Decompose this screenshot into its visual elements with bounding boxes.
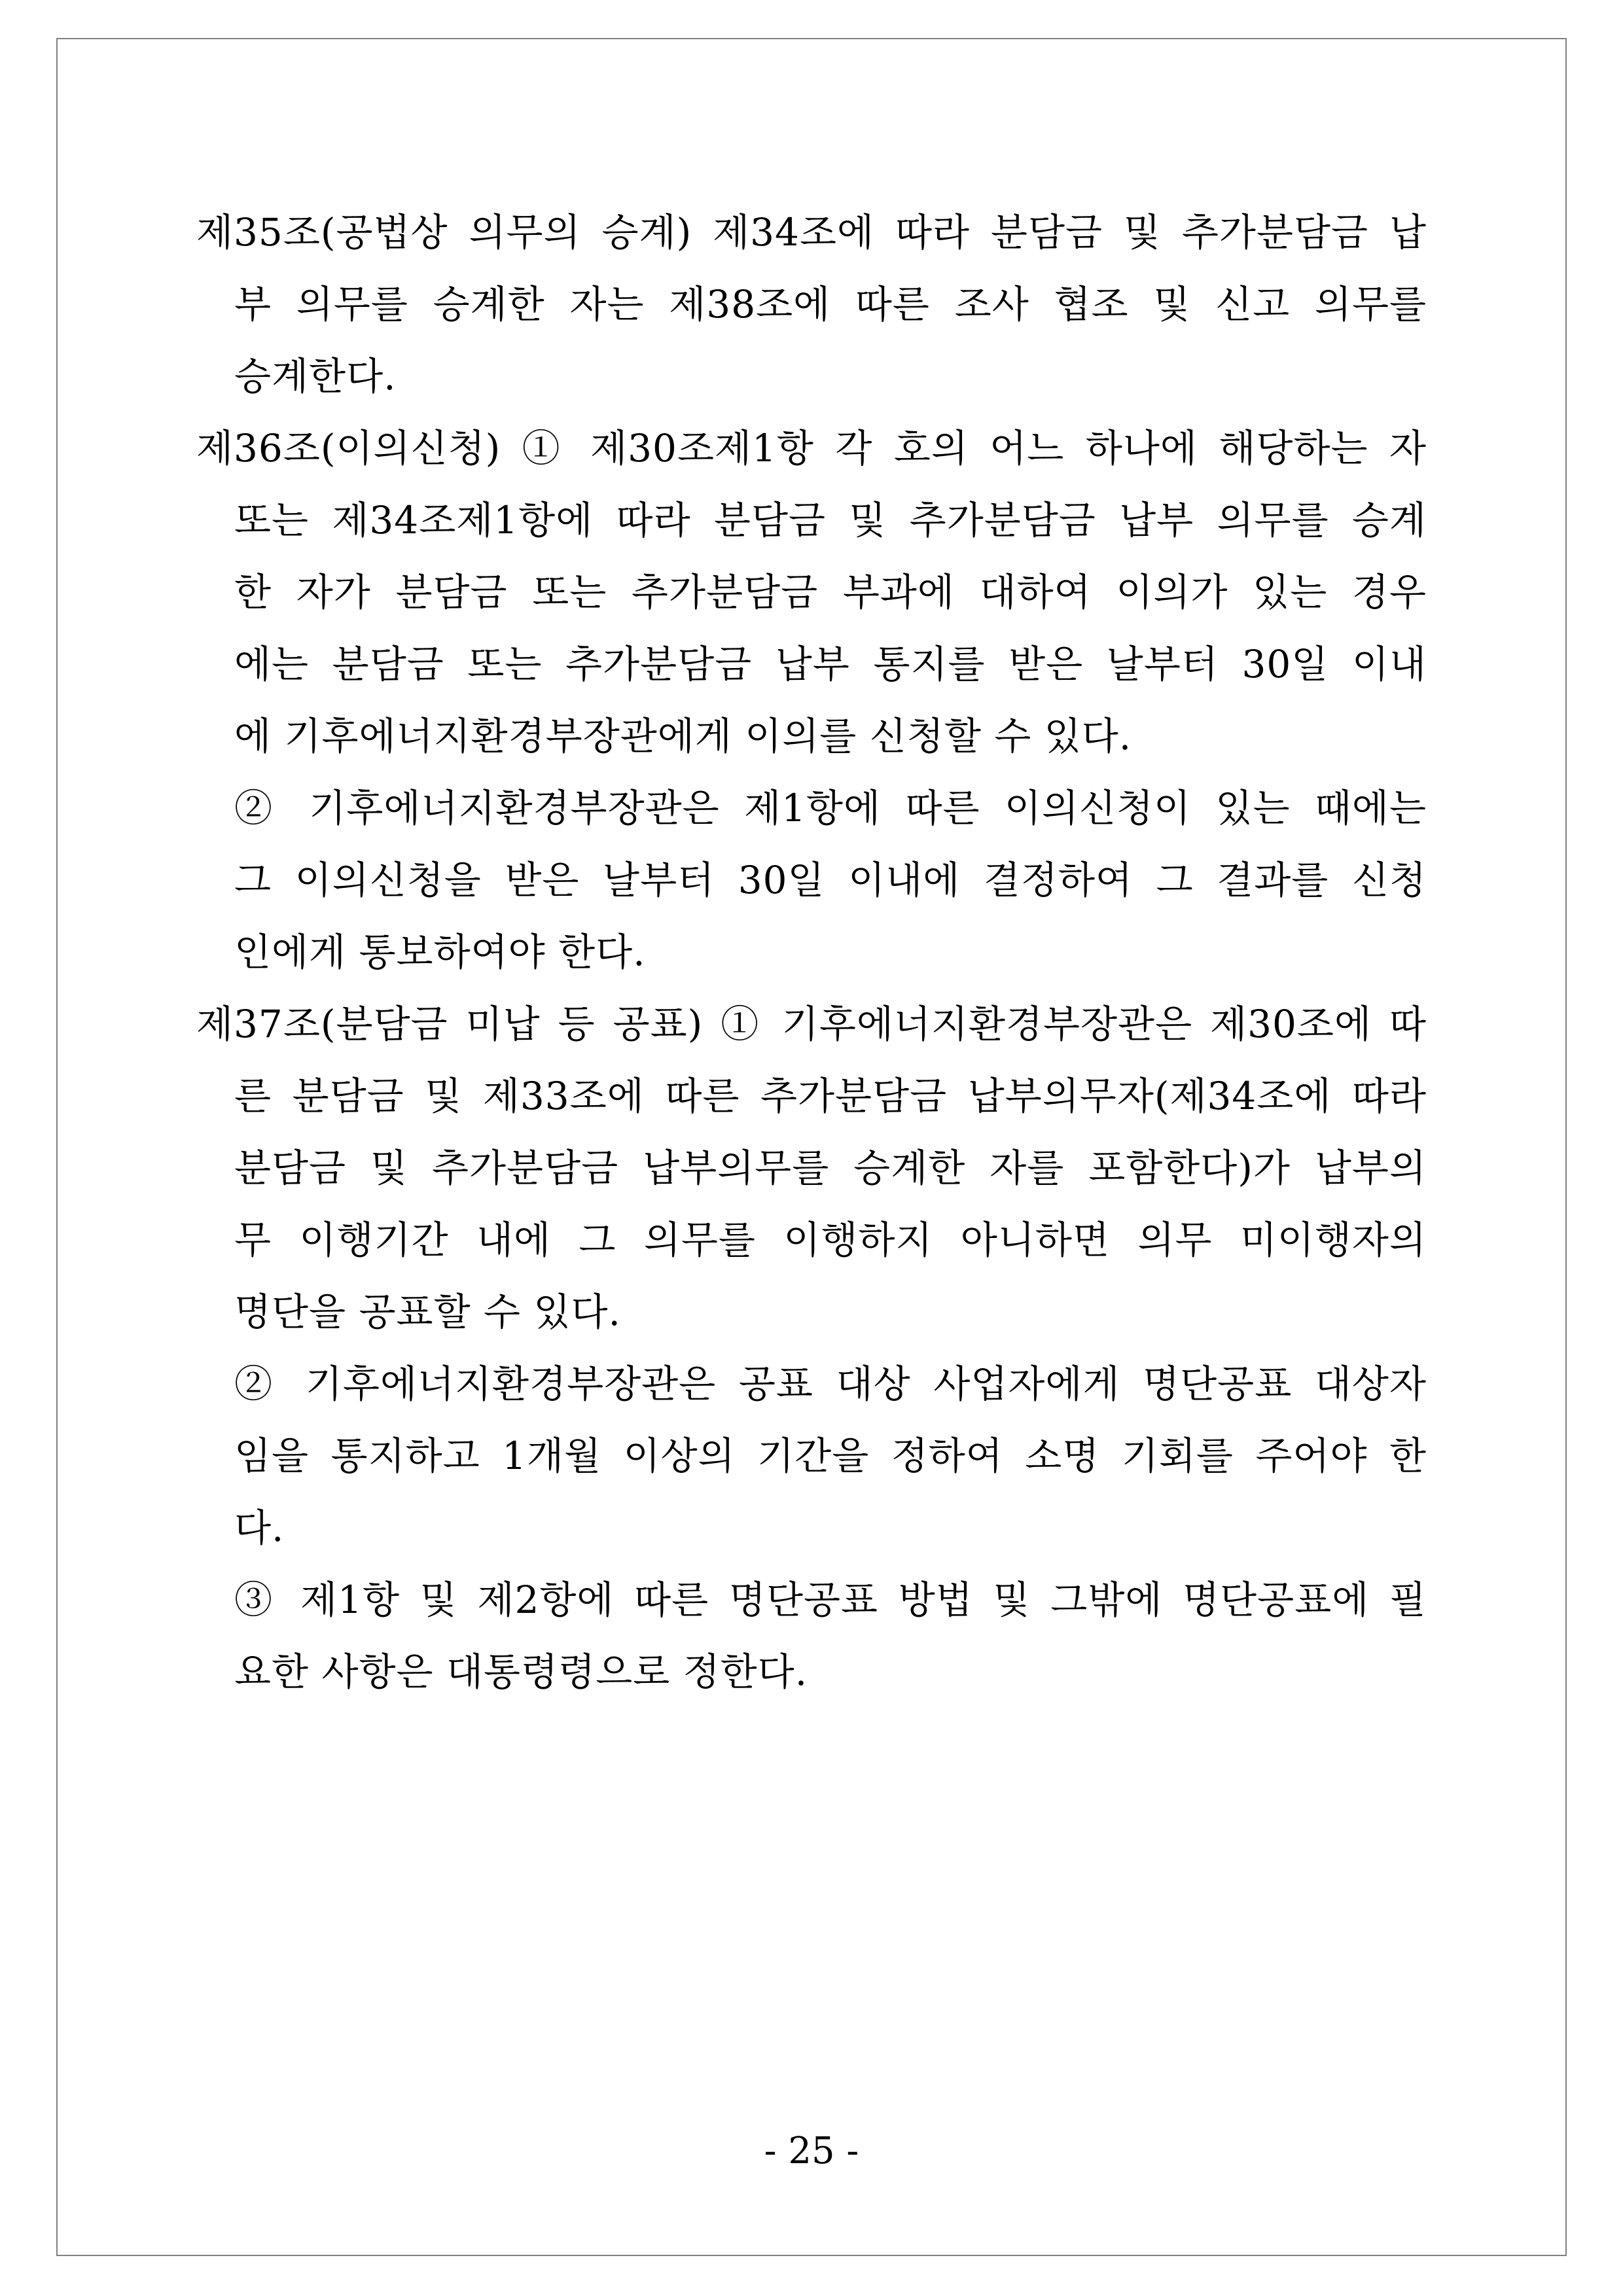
article-36-line-6: ② 기후에너지환경부장관은 제1항에 따른 이의신청이 있는 때에는 [234,786,1427,830]
article-35-line-3: 승계한다. [234,354,397,398]
article-37-line-6: ② 기후에너지환경부장관은 공표 대상 사업자에게 명단공표 대상자 [234,1362,1427,1406]
article-36-line-5: 에 기후에너지환경부장관에게 이의를 신청할 수 있다. [234,714,1132,758]
article-36-line-2: 또는 제34조제1항에 따라 분담금 및 추가분담금 납부 의무를 승계 [234,498,1427,542]
article-36-line-7: 그 이의신청을 받은 날부터 30일 이내에 결정하여 그 결과를 신청 [234,858,1427,902]
document-body [196,196,1427,1708]
article-37-line-4: 무 이행기간 내에 그 의무를 이행하지 아니하면 의무 미이행자의 [234,1218,1427,1262]
article-35-line-1: 제35조(공법상 의무의 승계) 제34조에 따라 분담금 및 추가분담금 납 [196,210,1427,255]
article-36-line-3: 한 자가 분담금 또는 추가분담금 부과에 대하여 이의가 있는 경우 [234,570,1427,614]
article-37-line-10: 요한 사항은 대통령령으로 정한다. [234,1650,808,1694]
article-35-line-2: 부 의무를 승계한 자는 제38조에 따른 조사 협조 및 신고 의무를 [234,282,1427,327]
article-36-line-8: 인에게 통보하여야 한다. [234,930,646,974]
page-number: - 25 - [764,2130,859,2172]
article-37-line-5: 명단을 공표할 수 있다. [234,1290,621,1334]
article-36-line-1: 제36조(이의신청) ① 제30조제1항 각 호의 어느 하나에 해당하는 자 [196,426,1427,470]
article-37-line-2: 른 분담금 및 제33조에 따른 추가분담금 납부의무자(제34조에 따라 [234,1074,1427,1118]
article-37-line-1: 제37조(분담금 미납 등 공표) ① 기후에너지환경부장관은 제30조에 따 [196,1002,1427,1046]
article-37-line-3: 분담금 및 추가분담금 납부의무를 승계한 자를 포함한다)가 납부의 [234,1146,1427,1190]
article-37-line-7: 임을 통지하고 1개월 이상의 기간을 정하여 소명 기회를 주어야 한 [234,1434,1427,1478]
article-37-line-9: ③ 제1항 및 제2항에 따른 명단공표 방법 및 그밖에 명단공표에 필 [234,1578,1427,1622]
article-37-line-8: 다. [234,1506,285,1550]
article-36-line-4: 에는 분담금 또는 추가분담금 납부 통지를 받은 날부터 30일 이내 [234,642,1427,686]
